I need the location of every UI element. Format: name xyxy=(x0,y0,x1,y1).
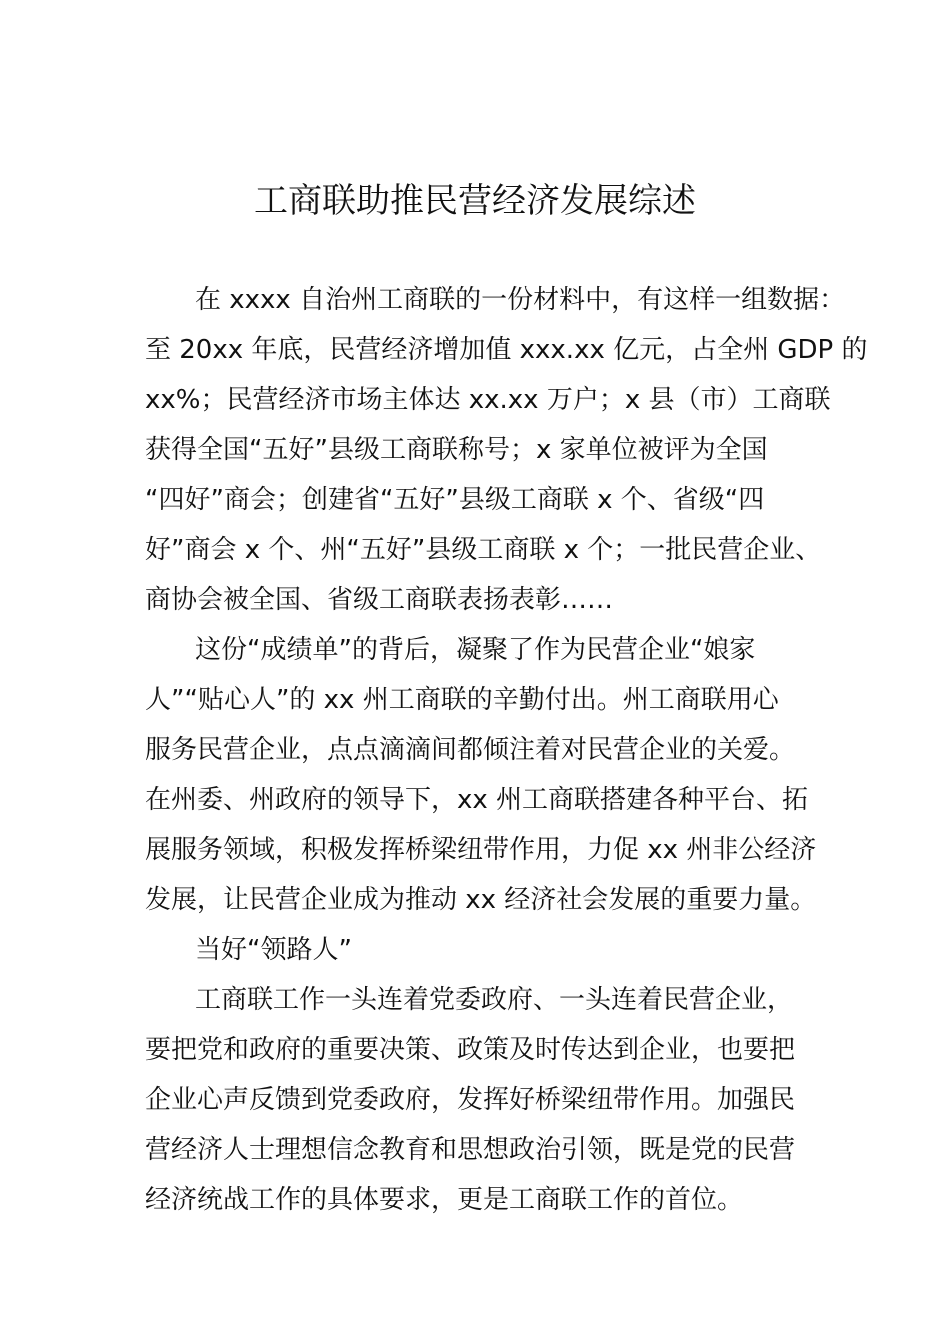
paragraph-1-line-3: xx%；民营经济市场主体达 xx.xx 万户；x 县（市）工商联 xyxy=(145,385,831,415)
section-heading: 当好“领路人” xyxy=(195,935,352,965)
paragraph-3-line-2: 要把党和政府的重要决策、政策及时传达到企业，也要把 xyxy=(145,1035,796,1065)
paragraph-3-line-5: 经济统战工作的具体要求，更是工商联工作的首位。 xyxy=(145,1185,744,1215)
paragraph-2-line-4: 在州委、州政府的领导下，xx 州工商联搭建各种平台、拓 xyxy=(145,785,809,815)
paragraph-3-line-4: 营经济人士理想信念教育和思想政治引领，既是党的民营 xyxy=(145,1135,796,1165)
paragraph-3-line-1: 工商联工作一头连着党委政府、一头连着民营企业， xyxy=(195,985,794,1015)
paragraph-2-line-1: 这份“成绩单”的背后，凝聚了作为民营企业“娘家 xyxy=(195,635,756,665)
document-title: 工商联助推民营经济发展综述 xyxy=(254,181,696,221)
paragraph-1-line-5: “四好”商会；创建省“五好”县级工商联 x 个、省级“四 xyxy=(145,485,765,515)
paragraph-1-line-7: 商协会被全国、省级工商联表扬表彰…… xyxy=(145,585,614,615)
paragraph-1-line-2: 至 20xx 年底，民营经济增加值 xxx.xx 亿元，占全州 GDP 的 xyxy=(145,335,868,365)
paragraph-2-line-2: 人”“贴心人”的 xx 州工商联的辛勤付出。州工商联用心 xyxy=(145,685,779,715)
paragraph-2-line-5: 展服务领域，积极发挥桥梁纽带作用，力促 xx 州非公经济 xyxy=(145,835,817,865)
paragraph-1-line-6: 好”商会 x 个、州“五好”县级工商联 x 个；一批民营企业、 xyxy=(145,535,822,565)
paragraph-1-line-1: 在 xxxx 自治州工商联的一份材料中，有这样一组数据： xyxy=(195,285,846,315)
paragraph-2-line-3: 服务民营企业，点点滴滴间都倾注着对民营企业的关爱。 xyxy=(145,735,796,765)
paragraph-1-line-4: 获得全国“五好”县级工商联称号；x 家单位被评为全国 xyxy=(145,435,768,465)
paragraph-2-line-6: 发展，让民营企业成为推动 xx 经济社会发展的重要力量。 xyxy=(145,885,817,915)
paragraph-3-line-3: 企业心声反馈到党委政府，发挥好桥梁纽带作用。加强民 xyxy=(145,1085,796,1115)
